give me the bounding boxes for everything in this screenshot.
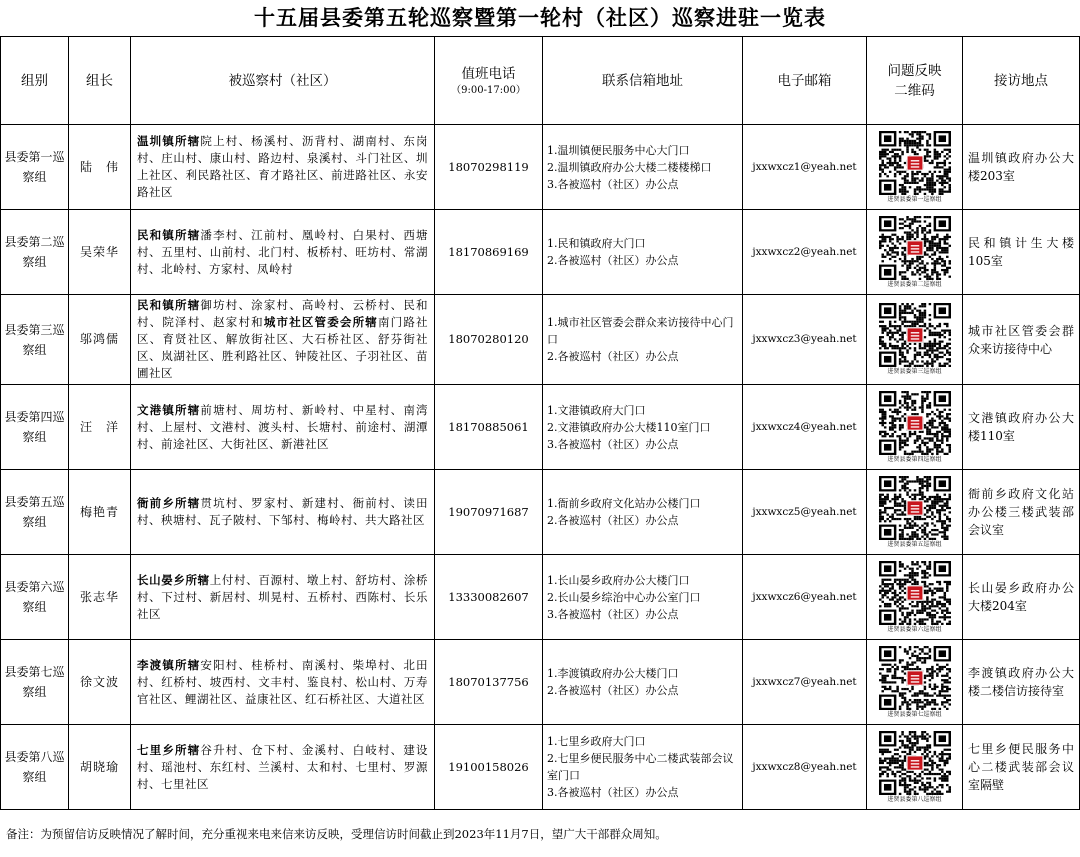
email-address[interactable]: jxxwxcz5@yeah.net — [752, 505, 857, 518]
group-name: 县委第八巡察组 — [4, 750, 65, 784]
table-row — [1, 725, 1080, 810]
qr-cell — [867, 640, 963, 725]
header-qr-line2: 二维码 — [894, 82, 935, 99]
email-address[interactable]: jxxwxcz8@yeah.net — [752, 760, 857, 773]
header-email: 电子邮箱 — [743, 37, 867, 125]
mailbox-address: 2.文港镇政府办公大楼110室门口 — [547, 420, 711, 434]
email-address[interactable]: jxxwxcz4@yeah.net — [752, 420, 857, 433]
town-name-2: 城市社区管委会所辖 — [263, 315, 378, 329]
table-row — [1, 640, 1080, 725]
email-address[interactable]: jxxwxcz3@yeah.net — [752, 333, 857, 345]
header-qr-line1: 问题反映 — [887, 62, 942, 79]
duty-phone: 13330082607 — [448, 589, 529, 604]
group-cell — [1, 470, 69, 555]
place-cell — [963, 210, 1080, 295]
table-row — [1, 210, 1080, 295]
qr-caption: 进贤县委第六巡察组 — [887, 625, 942, 633]
reception-place: 文港镇政府办公大楼110室 — [968, 411, 1074, 443]
mailbox-cell — [543, 640, 743, 725]
mailbox-address: 1.七里乡政府大门口 — [547, 735, 646, 748]
leader-cell — [69, 295, 131, 385]
email-cell — [743, 470, 867, 555]
place-cell — [963, 640, 1080, 725]
leader-name: 吴荣华 — [79, 244, 119, 259]
group-cell — [1, 295, 69, 385]
duty-phone: 18070280120 — [448, 332, 529, 346]
leader-cell — [69, 640, 131, 725]
qr-caption: 进贤县委第七巡察组 — [887, 710, 942, 718]
header-phone — [435, 37, 543, 125]
mailbox-address: 1.长山晏乡政府办公大楼门口 — [547, 573, 690, 587]
villages-cell — [131, 295, 435, 385]
header-phone-label: 值班电话 — [461, 65, 516, 82]
mailbox-address: 1.城市社区管委会群众来访接待中心门口 — [547, 316, 734, 346]
qr-cell — [867, 210, 963, 295]
duty-phone: 19100158026 — [448, 759, 529, 774]
place-cell — [963, 555, 1080, 640]
table-row — [1, 555, 1080, 640]
header-mailbox: 联系信箱地址 — [543, 37, 743, 125]
mailbox-cell — [543, 125, 743, 210]
leader-name: 邬鸿儒 — [79, 332, 119, 346]
email-cell — [743, 210, 867, 295]
town-name: 文港镇所辖 — [137, 402, 201, 417]
mailbox-address: 3.各被巡村（社区）办公点 — [547, 607, 679, 621]
mailbox-address: 2.长山晏乡综治中心办公室门口 — [547, 590, 701, 604]
town-name: 民和镇所辖 — [137, 298, 201, 312]
mailbox-address: 1.李渡镇政府办公大楼门口 — [547, 667, 679, 680]
qr-code-icon[interactable] — [879, 131, 951, 195]
group-cell — [1, 555, 69, 640]
town-name: 民和镇所辖 — [137, 227, 201, 242]
mailbox-address: 2.七里乡便民服务中心二楼武装部会议室门口 — [547, 752, 734, 782]
phone-cell — [435, 295, 543, 385]
town-name: 温圳镇所辖 — [137, 134, 201, 148]
leader-cell — [69, 385, 131, 470]
duty-phone: 18170885061 — [448, 419, 529, 434]
duty-phone: 18070298119 — [448, 159, 529, 174]
qr-caption: 进贤县委第五巡察组 — [887, 540, 942, 548]
villages-cell — [131, 210, 435, 295]
table-row — [1, 125, 1080, 210]
inspection-table — [0, 36, 1080, 810]
villages-list: 前塘村、周坊村、新岭村、中星村、南湾村、上屋村、文港村、渡头村、长塘村、前途村、湖潭村、前途社区、大街社区、新港社区 — [137, 402, 429, 451]
group-name: 县委第六巡察组 — [4, 580, 65, 614]
email-address[interactable]: jxxwxcz6@yeah.net — [752, 590, 857, 603]
mailbox-address: 2.各被巡村（社区）办公点 — [547, 350, 679, 363]
villages-list: 上付村、百源村、墩上村、舒坊村、涂桥村、下过村、新居村、圳晃村、五桥村、西陈村、长乐社区 — [137, 572, 429, 621]
mailbox-address: 1.文港镇政府大门口 — [547, 403, 646, 417]
mailbox-address: 2.各被巡村（社区）办公点 — [547, 514, 679, 527]
phone-cell — [435, 470, 543, 555]
qr-cell — [867, 385, 963, 470]
page-title: 十五届县委第五轮巡察暨第一轮村（社区）巡察进驻一览表 — [254, 5, 826, 30]
header-leader: 组长 — [69, 37, 131, 125]
mailbox-cell — [543, 725, 743, 810]
phone-cell — [435, 725, 543, 810]
villages-cell — [131, 125, 435, 210]
leader-cell — [69, 470, 131, 555]
phone-cell — [435, 125, 543, 210]
villages-list: 南门路社区、育贤社区、解放街社区、大石桥社区、舒芬街社区、岚湖社区、胜利路社区、钟陵社区、子羽社区、苗圃社区 — [137, 315, 429, 380]
villages-list: 谷升村、仓下村、金溪村、白岐村、建设村、瑶池村、东红村、兰溪村、太和村、七里村、罗源村、七里社区 — [137, 742, 429, 791]
email-address[interactable]: jxxwxcz2@yeah.net — [752, 245, 857, 258]
qr-cell — [867, 555, 963, 640]
duty-phone: 18070137756 — [448, 674, 529, 689]
duty-phone: 18170869169 — [448, 244, 529, 259]
leader-name: 张志华 — [79, 589, 119, 604]
qr-cell — [867, 725, 963, 810]
table-row — [1, 385, 1080, 470]
place-cell — [963, 385, 1080, 470]
email-cell — [743, 555, 867, 640]
mailbox-address: 1.衙前乡政府文化站办公楼门口 — [547, 497, 701, 510]
phone-cell — [435, 210, 543, 295]
table-body — [1, 125, 1080, 810]
leader-cell — [69, 555, 131, 640]
phone-cell — [435, 555, 543, 640]
qr-code-icon[interactable] — [879, 216, 951, 280]
mailbox-address: 3.各被巡村（社区）办公点 — [547, 786, 679, 799]
qr-code-icon[interactable] — [879, 731, 951, 795]
group-name: 县委第七巡察组 — [4, 665, 65, 699]
email-cell — [743, 125, 867, 210]
mailbox-cell — [543, 210, 743, 295]
phone-cell — [435, 385, 543, 470]
leader-name: 胡晓瑜 — [79, 759, 119, 774]
mailbox-cell — [543, 385, 743, 470]
group-name: 县委第二巡察组 — [4, 235, 65, 269]
villages-list: 院上村、杨溪村、沥背村、湖南村、东岗村、庄山村、康山村、路边村、泉溪村、斗门社区、圳上社区、利民路社区、育才路社区、前进路社区、永安路社区 — [137, 134, 429, 199]
villages-list: 潘李村、江前村、凰岭村、白果村、西塘村、五里村、山前村、北门村、板桥村、旺坊村、常湖村、北岭村、方家村、凤岭村 — [137, 227, 429, 276]
email-cell — [743, 725, 867, 810]
header-phone-hours: （9:00-17:00） — [451, 84, 526, 96]
header-place: 接访地点 — [963, 37, 1080, 125]
mailbox-address: 1.民和镇政府大门口 — [547, 237, 646, 250]
mailbox-cell — [543, 295, 743, 385]
mailbox-address: 3.各被巡村（社区）办公点 — [547, 177, 679, 191]
group-cell — [1, 125, 69, 210]
group-name: 县委第三巡察组 — [4, 322, 65, 357]
reception-place: 衙前乡政府文化站办公楼三楼武装部会议室 — [968, 487, 1074, 537]
qr-caption: 进贤县委第八巡察组 — [887, 795, 942, 803]
leader-cell — [69, 725, 131, 810]
town-name: 长山晏乡所辖 — [137, 572, 210, 587]
place-cell — [963, 295, 1080, 385]
group-name: 县委第五巡察组 — [4, 495, 65, 529]
mailbox-cell — [543, 470, 743, 555]
email-cell — [743, 295, 867, 385]
villages-cell — [131, 470, 435, 555]
qr-caption: 进贤县委第四巡察组 — [887, 455, 942, 463]
leader-name: 汪 洋 — [79, 419, 119, 434]
villages-cell — [131, 640, 435, 725]
villages-cell — [131, 725, 435, 810]
qr-cell — [867, 125, 963, 210]
group-cell — [1, 385, 69, 470]
place-cell — [963, 470, 1080, 555]
town-name: 衙前乡所辖 — [137, 496, 201, 510]
leader-name: 徐文波 — [79, 674, 119, 689]
reception-place: 温圳镇政府办公大楼203室 — [968, 151, 1074, 183]
reception-place: 民和镇计生大楼105室 — [968, 236, 1074, 268]
reception-place: 李渡镇政府办公大楼二楼信访接待室 — [968, 666, 1074, 698]
qr-cell — [867, 470, 963, 555]
email-address[interactable]: jxxwxcz1@yeah.net — [752, 160, 857, 173]
header-qr — [867, 37, 963, 125]
place-cell — [963, 725, 1080, 810]
mailbox-address: 2.各被巡村（社区）办公点 — [547, 254, 679, 267]
mailbox-cell — [543, 555, 743, 640]
header-group: 组别 — [1, 37, 69, 125]
villages-list-a: 御坊村、涂家村、高岭村、云桥村、民和村、院泽村、赵家村和 — [137, 298, 429, 329]
town-name: 七里乡所辖 — [137, 742, 201, 757]
email-address[interactable]: jxxwxcz7@yeah.net — [752, 675, 857, 688]
group-cell — [1, 725, 69, 810]
qr-caption: 进贤县委第二巡察组 — [887, 280, 942, 288]
email-cell — [743, 640, 867, 725]
qr-caption: 进贤县委第三巡察组 — [887, 368, 942, 375]
mailbox-address: 2.温圳镇政府办公大楼二楼楼梯口 — [547, 160, 712, 174]
villages-cell — [131, 555, 435, 640]
leader-cell — [69, 125, 131, 210]
place-cell — [963, 125, 1080, 210]
town-name: 李渡镇所辖 — [137, 657, 201, 672]
table-row — [1, 295, 1080, 385]
villages-list: 安阳村、桂桥村、南溪村、柴埠村、北田村、红桥村、坡西村、文丰村、鉴良村、松山村、万寿官社区、鲤湖社区、益康社区、红石桥社区、大道社区 — [137, 657, 429, 706]
leader-cell — [69, 210, 131, 295]
qr-code-icon[interactable] — [879, 476, 951, 540]
villages-cell — [131, 385, 435, 470]
reception-place: 城市社区管委会群众来访接待中心 — [968, 323, 1074, 356]
qr-code-icon[interactable] — [879, 391, 951, 455]
duty-phone: 19070971687 — [448, 504, 529, 519]
qr-caption: 进贤县委第一巡察组 — [887, 195, 942, 203]
qr-code-icon[interactable] — [879, 646, 951, 710]
group-cell — [1, 640, 69, 725]
phone-cell — [435, 640, 543, 725]
header-villages: 被巡察村（社区） — [131, 37, 435, 125]
qr-code-icon[interactable] — [879, 303, 951, 367]
group-name: 县委第一巡察组 — [4, 150, 65, 184]
email-cell — [743, 385, 867, 470]
header-row — [1, 37, 1080, 125]
villages-list: 贯坑村、罗家村、新建村、衙前村、读田村、秧塘村、瓦子陂村、下邹村、梅岭村、共大路社区 — [137, 496, 429, 527]
footnote: 备注：为预留信访反映情况了解时间，充分重视来电来信来访反映，受理信访时间截止到2023年11月7日，望广大干部群众周知。 — [6, 827, 667, 841]
reception-place: 七里乡便民服务中心二楼武装部会议室隔壁 — [968, 742, 1074, 792]
group-cell — [1, 210, 69, 295]
leader-name: 梅艳青 — [79, 504, 119, 519]
qr-code-icon[interactable] — [879, 561, 951, 625]
reception-place: 长山晏乡政府办公大楼204室 — [968, 581, 1074, 613]
qr-cell — [867, 295, 963, 385]
mailbox-address: 3.各被巡村（社区）办公点 — [547, 437, 679, 451]
mailbox-address: 1.温圳镇便民服务中心大门口 — [547, 143, 690, 157]
mailbox-address: 2.各被巡村（社区）办公点 — [547, 684, 679, 697]
table-row — [1, 470, 1080, 555]
leader-name: 陆 伟 — [79, 159, 119, 174]
group-name: 县委第四巡察组 — [4, 410, 65, 444]
